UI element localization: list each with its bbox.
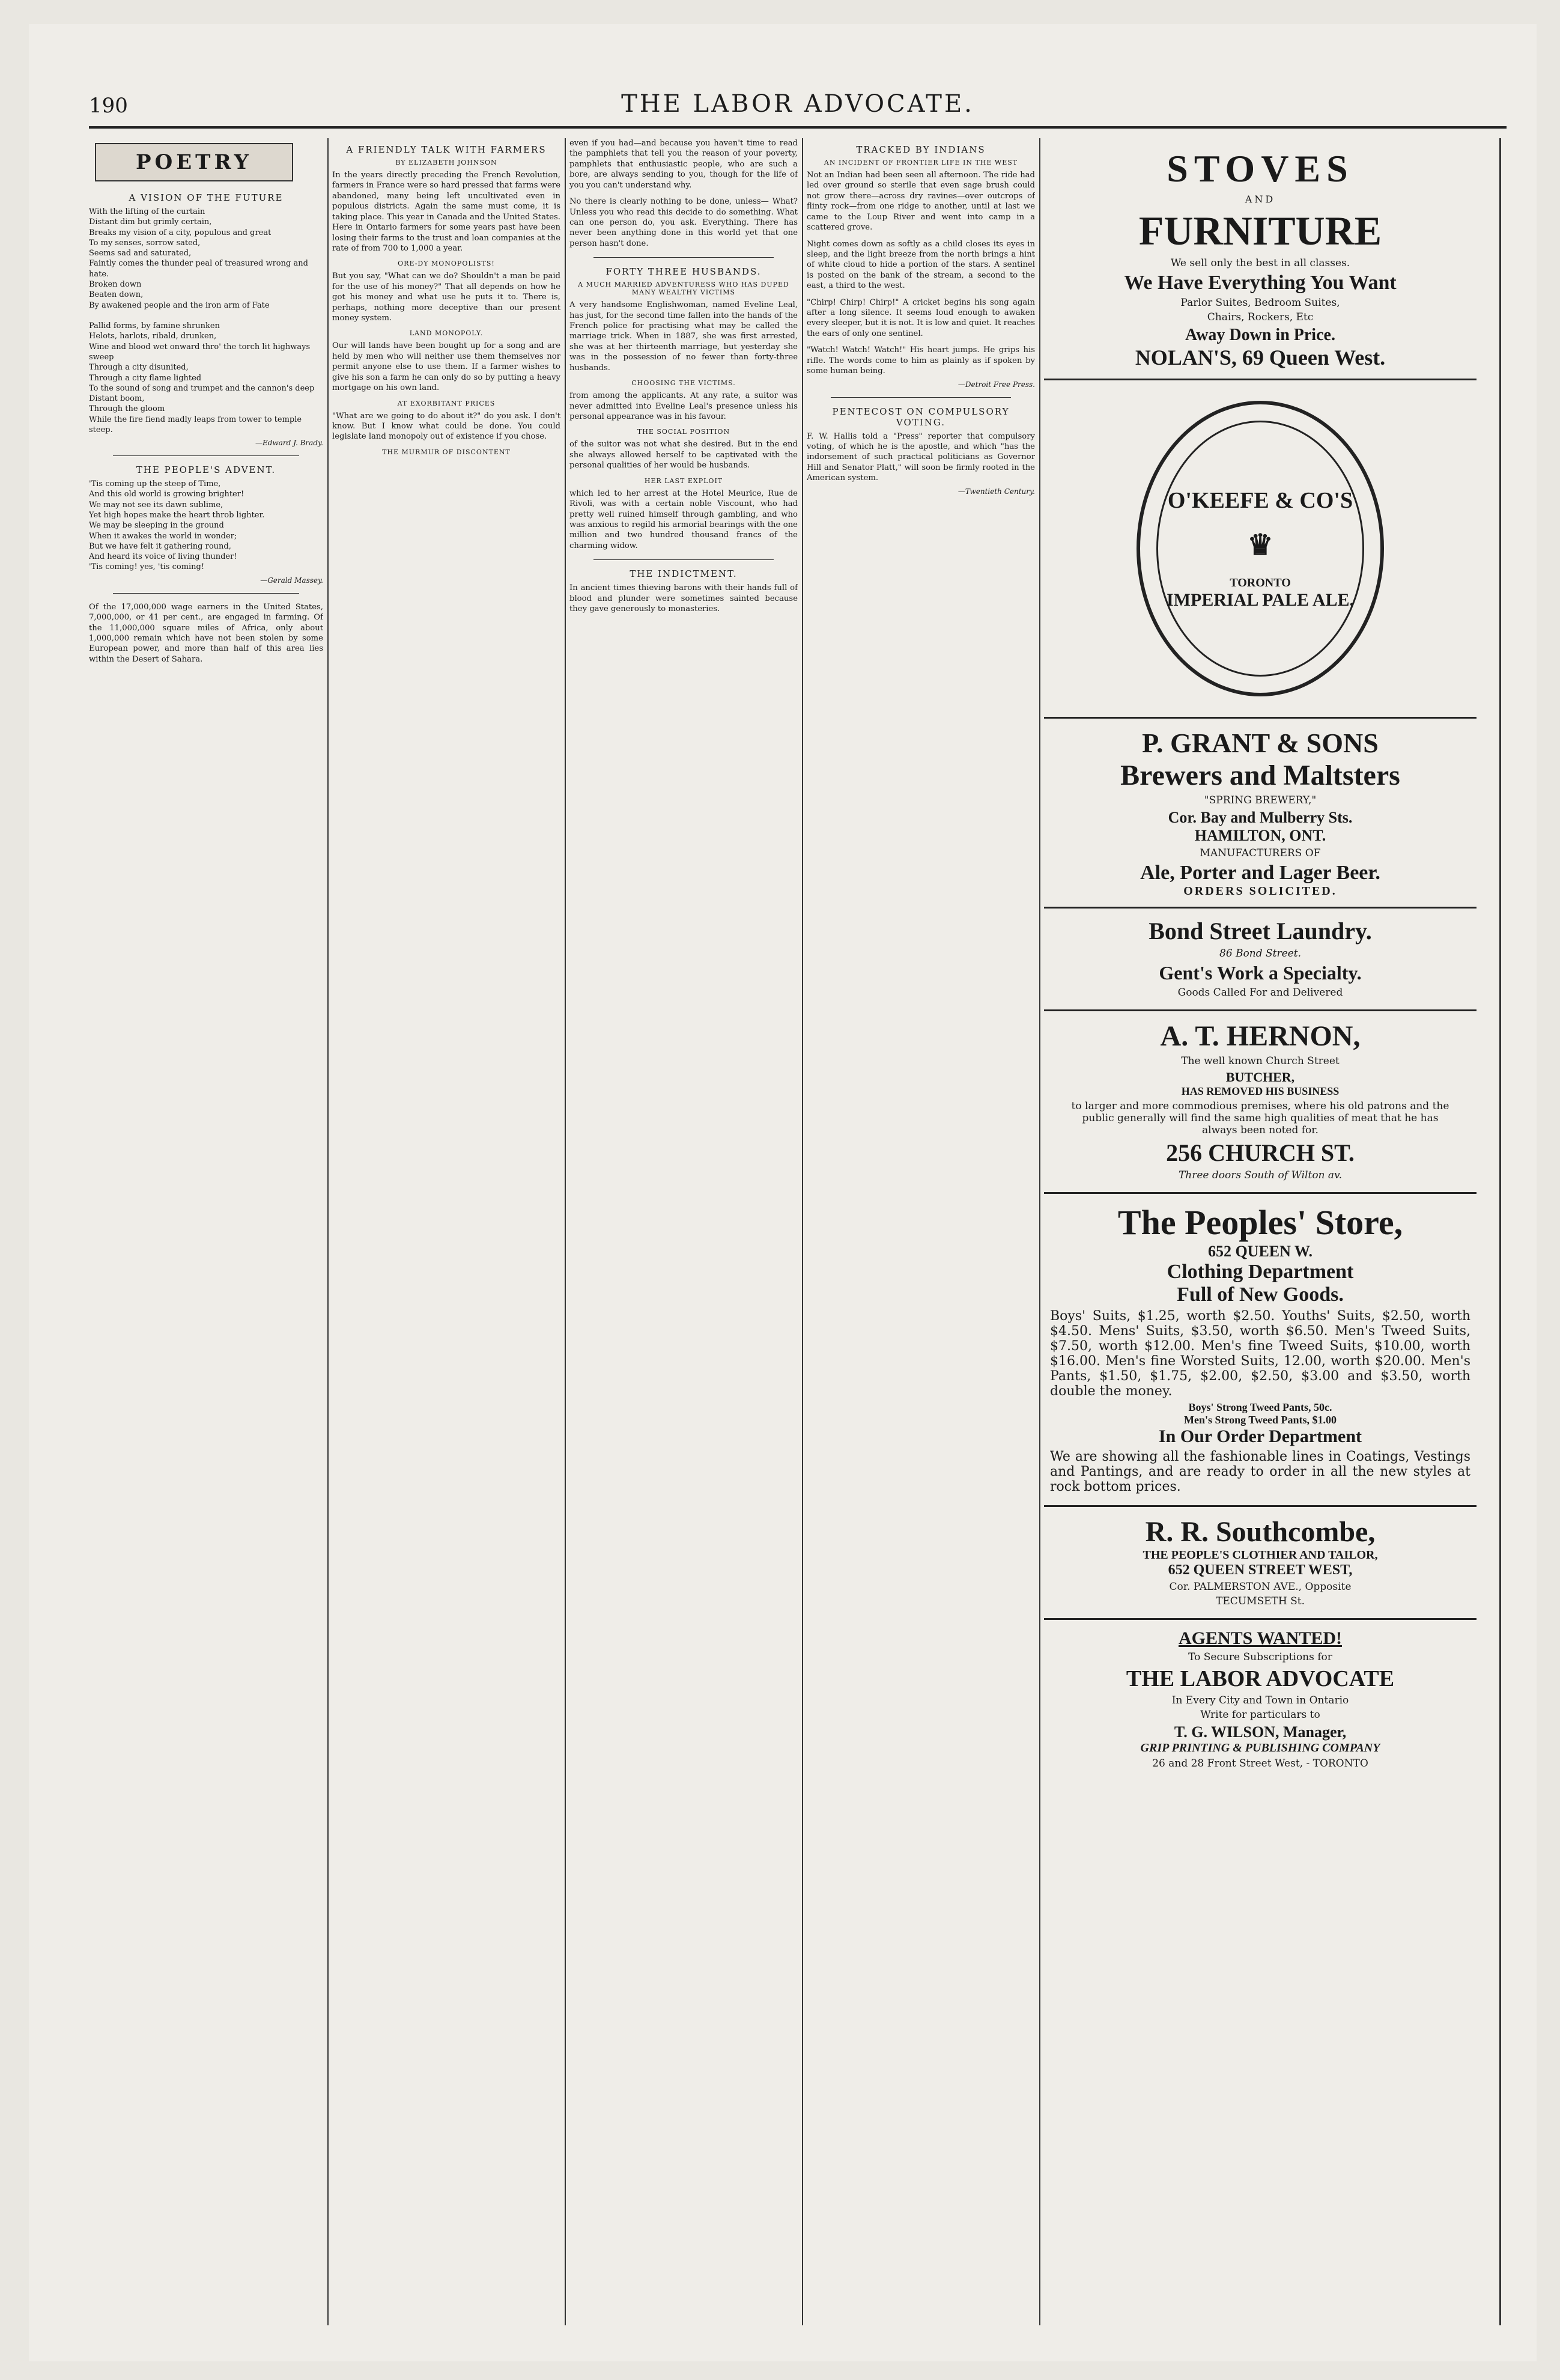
ad-text: Chairs, Rockers, Etc [1207,311,1314,323]
column-poetry [89,138,323,2325]
ad-text: Goods Called For and Delivered [1177,987,1343,999]
ad-laundry [1044,908,1477,1011]
facts-paragraph: Of the 17,000,000 wage earners in the United States, 7,000,000, or 41 per cent., are engaged in farming. Of the 11,000,000 square miles of Africa, only about 1,000,000 remain which have not been stolen by some European power, and more than half of this area lies within the Desert of Sahara. [89,602,323,664]
ad-text: The well known Church Street [1181,1055,1340,1067]
column-advertisements [1044,138,1477,2325]
article-title: PENTECOST ON COMPULSORY VOTING. [832,406,1010,428]
ad-headline: The Peoples' Store, [1117,1203,1403,1242]
section-subhead: THE SOCIAL POSITION [637,428,730,436]
article-byline: BY ELIZABETH JOHNSON [395,159,497,166]
article-paragraph: F. W. Hallis told a "Press" reporter that compulsory voting, of which he is the apostle, and which "has the indorsement of such practical politicians as Governor Hill and Senator Platt," will soon be firmly rooted in the American system. [807,431,1035,483]
column-rule [1499,138,1501,2325]
article-title: TRACKED BY INDIANS [856,144,986,155]
ad-text: In Every City and Town in Ontario [1171,1694,1349,1706]
column-indians [807,138,1035,2325]
ad-grant [1044,719,1477,908]
ad-text: THE PEOPLE'S CLOTHIER AND TAILOR, [1143,1548,1378,1562]
article-title: THE INDICTMENT. [630,568,738,580]
ad-text: BUTCHER, [1225,1070,1295,1085]
ad-headline: In Our Order Department [1158,1426,1362,1446]
ad-text: T. G. WILSON, Manager, [1174,1723,1347,1741]
poem-text: 'Tis coming up the steep of Time, And this old world is growing brighter! We may not see its dawn sublime, Yet high hopes make the heart throb lighter. We may be sleeping in the ground When it awakes the world in wonder; But we have felt it gathering round, And heard its voice of living thunder! 'Tis coming! yes, 'tis coming! [89,479,265,572]
column-rule [327,138,329,2325]
ad-headline: FURNITURE [1138,208,1382,254]
ad-text: 652 QUEEN STREET WEST, [1168,1562,1353,1578]
ad-headline: Full of New Goods. [1177,1283,1344,1306]
divider [113,455,299,456]
ad-text: GRIP PRINTING & PUBLISHING COMPANY [1140,1741,1380,1755]
article-paragraph: even if you had—and because you haven't time to read the pamphlets that tell you the reason of your poverty, pamphlets that enthusiastic people, who are such a bore, are always sending to you, though for the life of you you can't understand why. [569,139,798,190]
article-subtitle: A MUCH MARRIED ADVENTURESS WHO HAS DUPED MANY WEALTHY VICTIMS [578,281,789,297]
section-subhead: THE MURMUR OF DISCONTENT [382,448,511,456]
article-paragraph: No there is clearly nothing to be done, unless— What? Unless you who read this decide to do something. What can one person do, you ask. Everything. There has never been anything done in this world yet that one person hasn't done. [569,197,798,248]
article-paragraph: "Chirp! Chirp! Chirp!" A cricket begins his song again after a long silence. It seems loud enough to awaken every sleeper, but it is not. It is low and quiet. It reaches the ears of only one sentinel. [807,297,1035,338]
logo-text: O'KEEFE & CO'S [1167,487,1353,513]
newspaper-page [29,24,1537,2361]
article-paragraph: Our will lands have been bought up for a song and are held by men who will neither use them themselves nor permit anyone else to use them. If a farmer wishes to give his son a farm he can only do so by putting a heavy mortgage on his own land. [332,341,560,393]
article-paragraph: But you say, "What can we do? Shouldn't a man be paid for the use of his money?" That all depends on how he got his money and what use he puts it to. There is, perhaps, nothing more deceptive than our present money system. [332,272,560,323]
ad-okeefe [1044,380,1477,719]
ad-text: 652 QUEEN W. [1207,1243,1313,1260]
article-paragraph: of the suitor was not what she desired. But in the end she always allowed herself to be captivated with the personal qualities of her would be husbands. [569,440,798,470]
crown-icon: ♛ [1247,529,1273,561]
ad-text: HAMILTON, ONT. [1194,827,1326,844]
masthead [89,90,1507,129]
article-paragraph: Night comes down as softly as a child closes its eyes in sleep, and the light breeze from the north brings a hint of white cloud to hide a portion of the stars. A sentinel is posted on the bank of the stream, a second to the east, a third to the west. [807,239,1035,291]
ad-headline: Brewers and Maltsters [1120,759,1400,791]
section-subhead: HER LAST EXPLOIT [644,476,723,485]
divider [593,257,774,258]
ad-text: We are showing all the fashionable lines in Coatings, Vestings and Pantings, and are ready to order in all the new styles at rock bottom prices. [1050,1449,1470,1494]
column-farmers [332,138,560,2325]
ad-headline: Gent's Work a Specialty. [1159,962,1362,984]
ad-text: Cor. PALMERSTON AVE., Opposite [1169,1581,1352,1593]
logo-text: TORONTO [1230,576,1291,589]
ad-text: AND [1245,193,1276,205]
ad-text: Parlor Suites, Bedroom Suites, [1180,297,1340,309]
ad-text: ORDERS SOLICITED. [1183,884,1337,898]
article-paragraph: In ancient times thieving barons with their hands full of blood and plunder were sometimes sainted because they gave generously to monasteries. [569,583,798,614]
poem-signature: —Gerald Massey. [260,576,323,585]
ad-text: "SPRING BREWERY," [1204,794,1317,806]
column-rule [1039,138,1040,2325]
poem-title: THE PEOPLE'S ADVENT. [136,464,276,476]
ad-headline: A. T. HERNON, [1160,1020,1361,1052]
ad-prices: Boys' Suits, $1.25, worth $2.50. Youths' Suits, $2.50, worth $4.50. Mens' Suits, $3.50, worth $6.50. Men's Tweed Suits, $7.50, worth $12.00. Men's fine Tweed Suits, $10.00, worth $16.00. Men's fine Worsted Suits, 12.00, worth $20.00. Men's Pants, $1.50, $1.75, $2.00, $2.50, $3.00 and $3.50, worth double the money. [1050,1309,1470,1399]
ad-text: MANUFACTURERS OF [1200,847,1321,859]
ad-headline: Bond Street Laundry. [1149,918,1372,945]
ad-text: Three doors South of Wilton av. [1178,1169,1343,1181]
ad-text: Boys' Strong Tweed Pants, 50c. [1188,1401,1332,1413]
newspaper-title: THE LABOR ADVOCATE. [621,90,974,118]
ad-nolan [1044,138,1477,380]
ad-text: We sell only the best in all classes. [1170,257,1350,269]
ad-headline: P. GRANT & SONS [1142,728,1379,758]
poem-title: A VISION OF THE FUTURE [129,192,284,203]
ad-agents-wanted [1044,1620,1477,1780]
ad-text: TECUMSETH St. [1216,1595,1305,1607]
ad-text: Cor. Bay and Mulberry Sts. [1168,809,1353,826]
column-rule [802,138,803,2325]
poem-signature: —Edward J. Brady. [255,439,323,448]
ad-text: 26 and 28 Front Street West, - TORONTO [1152,1758,1368,1770]
article-source: —Detroit Free Press. [958,380,1035,389]
section-subhead: AT EXORBITANT PRICES [397,399,496,407]
ad-text: Away Down in Price. [1185,326,1335,344]
ad-headline: R. R. Southcombe, [1145,1516,1376,1548]
article-paragraph: A very handsome Englishwoman, named Eveline Leal, has just, for the second time fallen into the hands of the French police for practising what may be called the marriage trick. When in 1887, she was first arrested, she was at her thirteenth marriage, but yesterday she was in the possession of no fewer than forty-three husbands. [569,300,798,373]
column-husbands [569,138,798,2325]
ad-headline: We Have Everything You Want [1124,272,1397,294]
ad-text: to larger and more commodious premises, where his old patrons and the public generally will find the same high qualities of meat that he has always been noted for. [1071,1100,1449,1136]
ad-headline: AGENTS WANTED! [1178,1628,1342,1648]
ad-headline: Clothing Department [1167,1261,1354,1283]
article-source: —Twentieth Century. [958,487,1035,496]
article-paragraph: which led to her arrest at the Hotel Meurice, Rue de Rivoli, was with a certain noble Viscount, who had pretty well ruined himself through gambling, and who was anxious to regild his armorial bearings with the one million and two hundred thousand francs of the charming widow. [569,488,798,550]
poetry-banner: POETRY [95,143,293,181]
divider [593,559,774,560]
ad-hernon [1044,1011,1477,1194]
ad-headline: THE LABOR ADVOCATE [1126,1666,1395,1691]
divider [831,397,1011,398]
okeefe-logo [1137,401,1384,696]
ad-headline: Ale, Porter and Lager Beer. [1140,862,1380,884]
ad-text: Write for particulars to [1200,1709,1320,1721]
logo-text: IMPERIAL PALE ALE. [1167,589,1354,610]
article-title: FORTY THREE HUSBANDS. [605,266,762,278]
ad-headline: 256 CHURCH ST. [1166,1139,1355,1166]
ad-headline: NOLAN'S, 69 Queen West. [1135,345,1386,370]
poem-text: With the lifting of the curtain Distant dim but grimly certain, Breaks my vision of a city, populous and great To my senses, sorrow sated, Seems sad and saturated, Faintly comes the thunder peal of treasured wrong and hate. Broken down Beaten down, By awakened people and the iron arm of Fate Pallid forms, by famine shrunken Helots, harlots, ribald, drunken, Wine and blood wet onward thro' the torch lit highways sweep Through a city disunited, Through a city flame lighted To the sound of song and trumpet and the cannon's deep Distant boom, Through the gloom While the fire fiend madly leaps from tower to temple steep. [89,207,315,434]
ad-text: To Secure Subscriptions for [1188,1651,1332,1663]
ad-peoples-store [1044,1194,1477,1507]
article-title: A FRIENDLY TALK WITH FARMERS [346,144,547,155]
article-paragraph: Not an Indian had been seen all afternoon. The ride had led over ground so sterile that even sage brush could not grow there—across dry ravines—over outcrops of flinty rock—from one ridge to another, until at last we came to the Loup River and went into camp in a scattered grove. [807,171,1035,233]
column-rule [565,138,566,2325]
section-subhead: ORE-DY MONOPOLISTS! [398,260,495,268]
ad-text: 86 Bond Street. [1219,948,1301,960]
section-subhead: LAND MONOPOLY. [409,329,484,338]
section-subhead: CHOOSING THE VICTIMS. [631,379,736,388]
article-subtitle: AN INCIDENT OF FRONTIER LIFE IN THE WEST [824,159,1018,166]
ad-text: HAS REMOVED HIS BUSINESS [1181,1085,1340,1097]
page-number: 190 [89,94,128,118]
article-paragraph: In the years directly preceding the French Revolution, farmers in France were so hard pressed that farms were abandoned, many being left uncultivated even in populous districts. Again the same must come, it is taking place. This year in Canada and the United States. Here in Ontario farmers for some years past have been losing their farms to the trust and loan companies at the rate of from 700 to 1,000 a year. [332,171,560,253]
ad-headline: STOVES [1167,147,1354,190]
article-paragraph: from among the applicants. At any rate, a suitor was never admitted into Eveline Leal's presence unless his personal appearance was in his favour. [569,391,798,422]
article-paragraph: "What are we going to do about it?" do you ask. I don't know. But I know what could be done. You could legislate land monopoly out of existence if you chose. [332,411,560,442]
article-paragraph: "Watch! Watch! Watch!" His heart jumps. He grips his rifle. The words come to him as plainly as if spoken by some human being. [807,345,1035,376]
ad-text: Men's Strong Tweed Pants, $1.00 [1183,1414,1337,1426]
divider [113,593,299,594]
ad-southcombe [1044,1507,1477,1620]
